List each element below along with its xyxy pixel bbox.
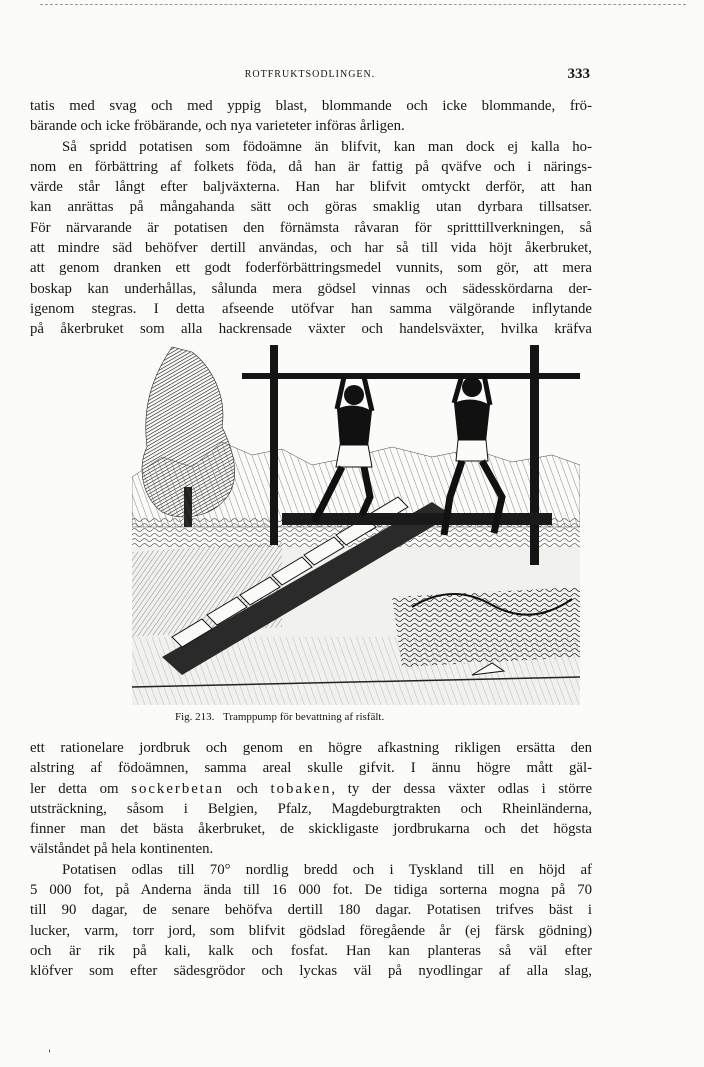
text-line	[30, 779, 592, 799]
top-edge-rule	[40, 4, 686, 5]
text-line: att mindre säd behöfver dertill användas, och har så till vida höjt åkerbruket,	[30, 240, 592, 257]
figure-illustration-treadle-pump	[132, 337, 580, 705]
figure-caption	[175, 711, 515, 723]
figure-caption-text: Tramppump för bevattning af risfält.	[223, 711, 385, 723]
figure-label: Fig. 213.	[175, 711, 215, 723]
text-line: att genom dranken ett godt foderförbättringsmedel vunnits, som gör, att mera	[30, 260, 592, 277]
text-line: välståndet på hela kontinenten.	[30, 841, 214, 858]
text-fragment: , ty der dessa växter odlas i större	[331, 780, 593, 797]
text-line: nom en förbättring af folkets föda, då han är fattig på qväfve och i närings-	[30, 158, 592, 175]
text-line: värde står långt efter baljväxterna. Han har blifvit omtyckt derför, att han	[30, 179, 592, 196]
page-number: 333	[567, 66, 590, 82]
text-line: boskap kan underhållas, sålunda mera gödsel vinnas och sädesskördarna der-	[30, 280, 592, 297]
text-line: alstring af födoämnen, samma areal skulle gifvit. I ännu högre mått gäl-	[30, 760, 592, 777]
text-line: kan anrättas på mångahanda sätt och göras smaklig utan dyrbara tillsatser.	[30, 199, 592, 216]
text-line: på åkerbruket som alla hackrensade växter och handelsväxter, hvilka kräfva	[30, 321, 592, 338]
text-line: klöfver som efter sädesgrödor och lyckas väl på nyodlingar af alla slag,	[30, 963, 592, 980]
text-line: 5 000 fot, på Anderna ända till 16 000 fot. De tidiga sorterna mogna på 70	[30, 882, 592, 899]
text-line: bärande och icke fröbärande, och nya varieteter införas årligen.	[30, 118, 405, 135]
text-line: Så spridd potatisen som födoämne än blifvit, kan man dock ej kalla ho-	[62, 138, 592, 155]
text-line: ett rationelare jordbruk och genom en högre afkastning rikligen ersätta den	[30, 740, 592, 756]
text-line: till 90 dagar, de senare behöfva dertill 180 dagar. Potatisen trifves bäst i	[30, 902, 592, 919]
body-text-bottom	[30, 738, 592, 982]
body-text-top	[30, 96, 592, 340]
text-line: och är rik på kali, kalk och fosfat. Han kan planteras så väl efter	[30, 942, 592, 959]
text-line: igenom stegras. I detta afseende utöfvar han samma välgörande inflytande	[30, 300, 592, 317]
stray-print-mark: '	[48, 1049, 51, 1060]
text-line: Potatisen odlas till 70° nordlig bredd och i Tyskland till en höjd af	[62, 861, 592, 878]
text-line: utsträckning, såsom i Belgien, Pfalz, Magdeburgtrakten och Rheinländerna,	[30, 800, 592, 817]
text-fragment: och	[223, 780, 271, 797]
running-title: ROTFRUKTSODLINGEN.	[244, 69, 376, 80]
text-line: lucker, varm, torr jord, som blifvit gödslad föregående år (ej färsk gödning)	[30, 922, 592, 939]
text-fragment: ler detta om	[30, 780, 132, 797]
page-header	[30, 66, 590, 86]
emphasis-tobaken: tobaken	[270, 780, 332, 797]
text-line: finner man det bästa åkerbruket, de skickligaste jordbrukarna och det högsta	[30, 821, 592, 838]
text-line: För närvarande är potatisen den förnämsta råvaran för spritttillverkningen, så	[30, 219, 592, 236]
text-line: tatis med svag och med yppig blast, blommande och icke blommande, frö-	[30, 98, 592, 114]
emphasis-sockerbetan: sockerbetan	[131, 780, 224, 797]
